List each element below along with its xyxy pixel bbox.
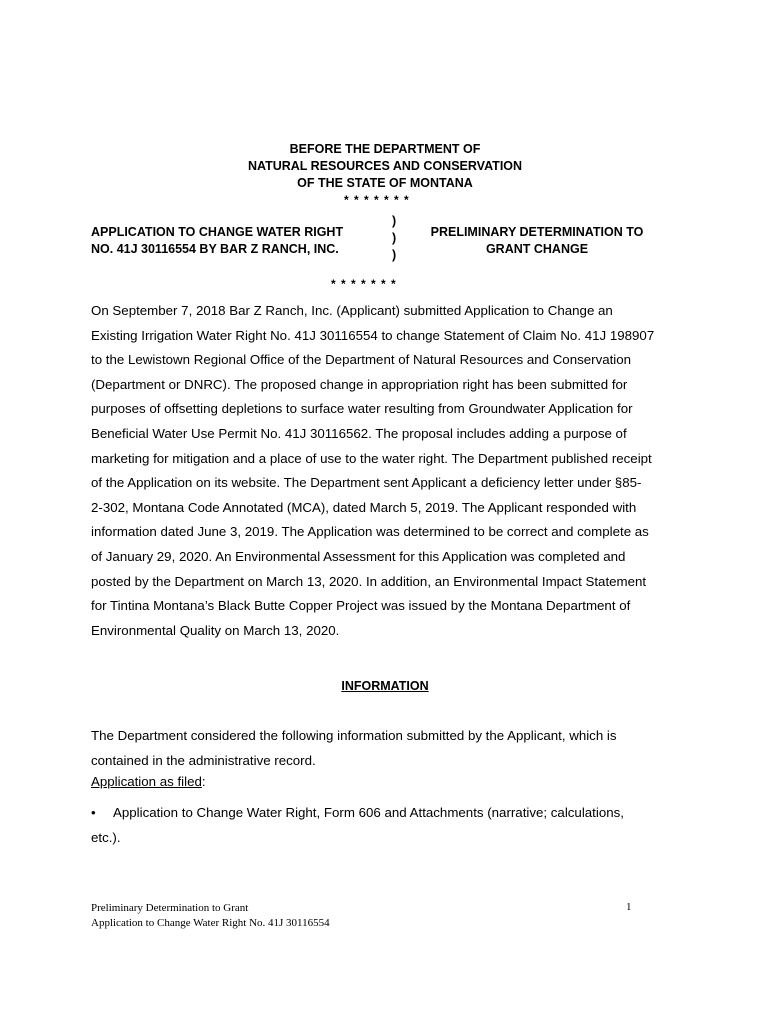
caption-left-line-2: NO. 41J 30116554 BY BAR Z RANCH, INC. bbox=[91, 242, 339, 256]
body-paragraph bbox=[91, 299, 691, 643]
body-line: Beneficial Water Use Permit No. 41J 30116562. The proposal includes adding a purpose of bbox=[91, 425, 627, 441]
footer-line-1: Preliminary Determination to Grant bbox=[91, 902, 249, 914]
caption-left-line-1: APPLICATION TO CHANGE WATER RIGHT bbox=[91, 225, 344, 239]
caption-paren-3: ) bbox=[392, 248, 397, 262]
body-line: marketing for mitigation and a place of use to the water right. The Department published receipt bbox=[91, 450, 652, 466]
body-line: Existing Irrigation Water Right No. 41J 30116554 to change Statement of Claim No. 41J 198907 bbox=[91, 327, 655, 343]
body-line: (Department or DNRC). The proposed change in appropriation right has been submitted for bbox=[91, 376, 628, 392]
body-line: On September 7, 2018 Bar Z Ranch, Inc. (Applicant) submitted Application to Change an bbox=[91, 303, 613, 318]
body-line: purposes of offsetting depletions to surface water resulting from Groundwater Application for bbox=[91, 401, 633, 417]
caption-paren-1: ) bbox=[392, 214, 397, 228]
heading-line-3: OF THE STATE OF MONTANA bbox=[297, 176, 473, 190]
body-line: Environmental Quality on March 13, 2020. bbox=[91, 622, 340, 638]
body-line: 2-302, Montana Code Annotated (MCA), dated March 5, 2019. The Applicant responded with bbox=[91, 499, 637, 515]
separator-stars-top: * * * * * * * bbox=[344, 193, 410, 207]
body-line: posted by the Department on March 13, 2020. In addition, an Environmental Impact Statement bbox=[91, 573, 647, 589]
body-line: for Tintina Montana’s Black Butte Copper Project was issued by the Montana Department of bbox=[91, 598, 631, 614]
caption-paren-2: ) bbox=[392, 231, 397, 245]
footer-line-2: Application to Change Water Right No. 41J 30116554 bbox=[91, 917, 330, 929]
page-number: 1 bbox=[626, 901, 632, 913]
caption-left bbox=[91, 224, 343, 258]
bullet-line-1: Application to Change Water Right, Form 606 and Attachments (narrative; calculations, bbox=[113, 805, 624, 820]
page-footer bbox=[91, 901, 330, 931]
separator-stars-mid: * * * * * * * bbox=[331, 277, 397, 291]
application-as-filed-colon: : bbox=[201, 774, 206, 789]
bullet-line-2: etc.). bbox=[91, 829, 121, 845]
application-as-filed-label bbox=[91, 774, 206, 789]
information-paragraph bbox=[91, 724, 691, 773]
caption-right-line-2: GRANT CHANGE bbox=[485, 242, 589, 256]
body-line: information dated June 3, 2019. The Application was determined to be correct and complete as bbox=[91, 524, 649, 540]
heading-line-2: NATURAL RESOURCES AND CONSERVATION bbox=[247, 159, 523, 173]
caption-right-line-1: PRELIMINARY DETERMINATION TO bbox=[430, 225, 644, 239]
body-line: of the Application on its website. The Department sent Applicant a deficiency letter under §85- bbox=[91, 475, 642, 491]
heading-line-1: BEFORE THE DEPARTMENT OF bbox=[289, 142, 481, 156]
information-line-2: contained in the administrative record. bbox=[91, 752, 316, 768]
caption-right bbox=[412, 224, 662, 258]
information-heading: INFORMATION bbox=[341, 679, 429, 693]
bullet-dot: • bbox=[91, 805, 96, 820]
body-line: to the Lewistown Regional Office of the Department of Natural Resources and Conservation bbox=[91, 352, 632, 368]
body-line: of January 29, 2020. An Environmental Assessment for this Application was completed and bbox=[91, 548, 626, 564]
information-line-1: The Department considered the following information submitted by the Applicant, which is bbox=[91, 728, 617, 743]
application-as-filed-text: Application as filed bbox=[91, 774, 202, 789]
